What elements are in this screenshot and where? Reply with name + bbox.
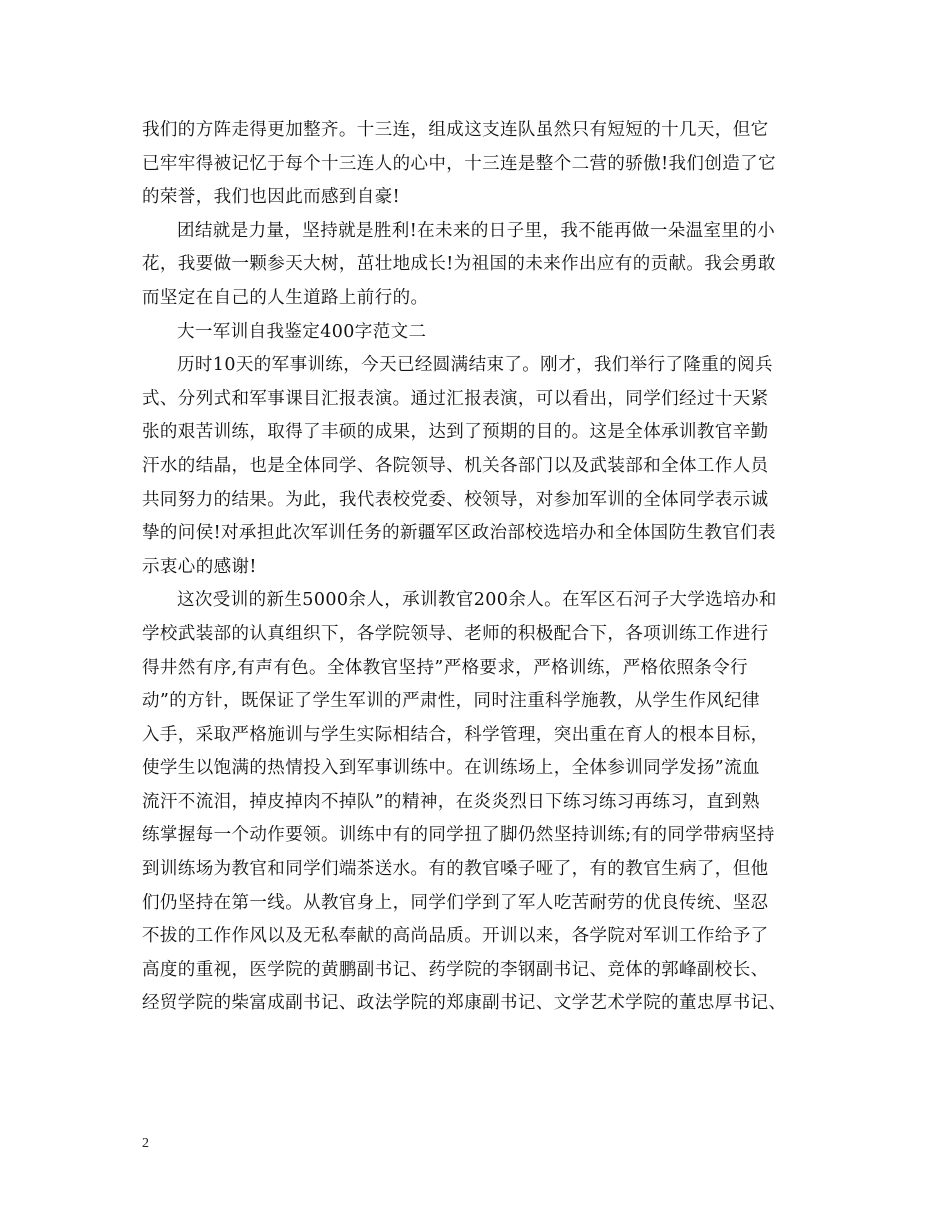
text-line: 花，我要做一颗参天大树，茁壮地成长!为祖国的未来作出应有的贡献。我会勇敢: [142, 254, 776, 275]
text-line: 练掌握每一个动作要领。训练中有的同学扭了脚仍然坚持训练;有的同学带病坚持: [142, 825, 775, 846]
text-line: 而坚定在自己的人生道路上前行的。: [142, 287, 429, 308]
text-line: 们仍坚持在第一线。从教官身上，同学们学到了军人吃苦耐劳的优良传统、坚忍: [142, 892, 769, 913]
text-line: 示衷心的感谢!: [142, 556, 257, 577]
text-line: 高度的重视，医学院的黄鹏副书记、药学院的李钢副书记、竞体的郭峰副校长、: [142, 959, 769, 980]
text-line: 动”的方针，既保证了学生军训的严肃性，同时注重科学施教，从学生作风纪律: [142, 691, 760, 712]
text-line: 挚的问侯!对承担此次军训任务的新疆军区政治部校选培办和全体国防生教官们表: [142, 523, 776, 544]
text-line: 这次受训的新生5000余人，承训教官200余人。在军区石河子大学选培办和: [177, 590, 777, 611]
text-line: 使学生以饱满的热情投入到军事训练中。在训练场上，全体参训同学发扬”流血: [142, 758, 760, 779]
text-line: 不拔的工作作风以及无私奉献的高尚品质。开训以来，各学院对军训工作给予了: [142, 926, 769, 947]
text-line: 团结就是力量，坚持就是胜利!在未来的日子里，我不能再做一朵温室里的小: [177, 220, 776, 241]
text-line: 得井然有序,有声有色。全体教官坚持”严格要求，严格训练，严格依照条令行: [142, 657, 749, 678]
text-line: 已牢牢得被记忆于每个十三连人的心中，十三连是整个二营的骄傲!我们创造了它: [142, 153, 776, 174]
text-line: 经贸学院的柴富成副书记、政法学院的郑康副书记、文学艺术学院的董忠厚书记、: [142, 993, 787, 1014]
text-line: 共同努力的结果。为此，我代表校党委、校领导，对参加军训的全体同学表示诚: [142, 489, 769, 510]
text-line: 汗水的结晶，也是全体同学、各院领导、机关各部门以及武装部和全体工作人员: [142, 455, 769, 476]
text-line: 学校武装部的认真组织下，各学院领导、老师的积极配合下，各项训练工作进行: [142, 623, 769, 644]
text-line: 流汗不流泪，掉皮掉肉不掉队”的精神，在炎炎烈日下练习练习再练习，直到熟: [142, 791, 760, 812]
body-text: [142, 114, 832, 1021]
text-line: 到训练场为教官和同学们端茶送水。有的教官嗓子哑了，有的教官生病了，但他: [142, 859, 769, 880]
text-line: 入手，采取严格施训与学生实际相结合，科学管理，突出重在育人的根本目标，: [142, 724, 769, 745]
text-line: 历时10天的军事训练，今天已经圆满结束了。刚才，我们举行了隆重的阅兵: [177, 355, 773, 376]
text-line: 的荣誉，我们也因此而感到自豪!: [142, 187, 401, 208]
text-line: 式、分列式和军事课目汇报表演。通过汇报表演，可以看出，同学们经过十天紧: [142, 388, 769, 409]
text-line: 我们的方阵走得更加整齐。十三连，组成这支连队虽然只有短短的十几天，但它: [142, 120, 769, 140]
page-number: 2: [142, 1136, 149, 1151]
text-line: 大一军训自我鉴定400字范文二: [177, 321, 427, 342]
text-line: 张的艰苦训练，取得了丰硕的成果，达到了预期的目的。这是全体承训教官辛勤: [142, 422, 769, 443]
